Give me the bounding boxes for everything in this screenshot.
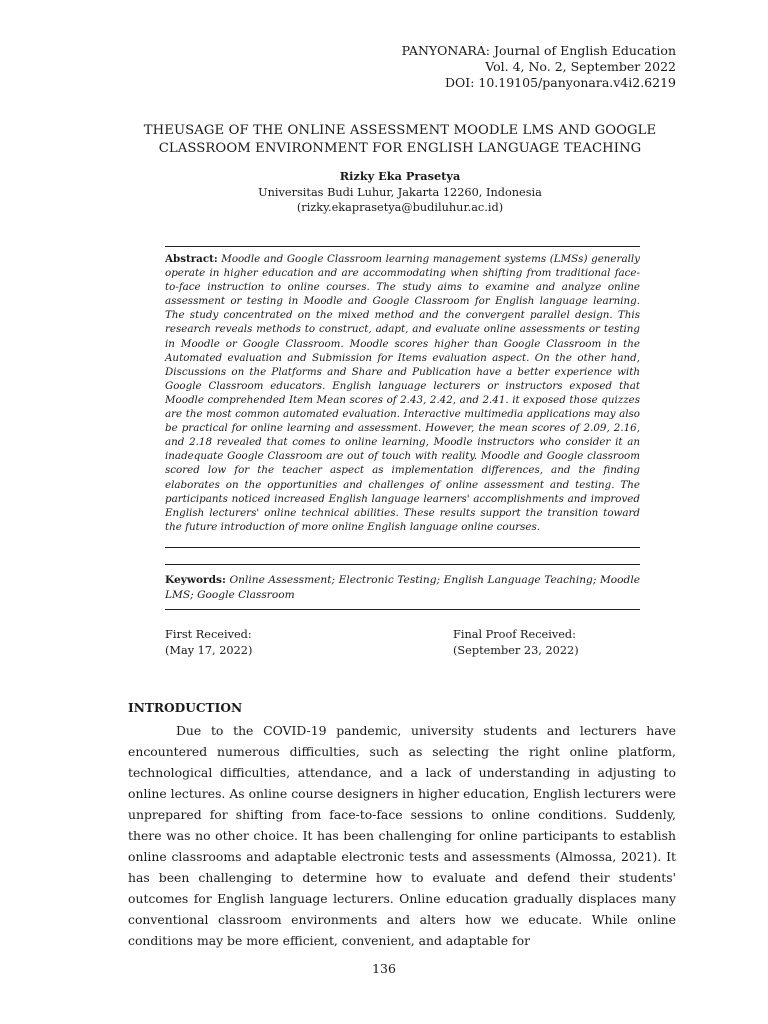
keywords-top-rule (165, 564, 640, 565)
journal-header (402, 43, 676, 91)
title-line-2: CLASSROOM ENVIRONMENT FOR ENGLISH LANGUAGE TEACHING (158, 141, 642, 156)
abstract-text: Moodle and Google Classroom learning management systems (LMSs) generally operate in higher education and are accommodating when shifting from traditional face-to-face instruction to online courses. The study aims to examine and analyze online assessment or testing in Moodle and Google Classroom for English language learning. The study concentrated on the mixed method and the convergent parallel design. This research reveals methods to construct, adapt, and evaluate online assessments or testing in Moodle or Google Classroom. Moodle scores higher than Google Classroom in the Automated evaluation and Submission for Items evaluation aspect. On the other hand, Discussions on the Platforms and Share and Publication have a better experience with Google Classroom educators. English language lecturers or instructors exposed that Moodle comprehended Item Mean scores of 2.43, 2.42, and 2.41. it exposed those quizzes are the most common automated evaluation. Interactive multimedia applications may also be practical for online learning and assessment. However, the mean scores of 2.09, 2.16, and 2.18 revealed that comes to online learning, Moodle instructors who consider it an inadequate Google Classroom are out of touch with reality. Moodle and Google classroom scored low for the teacher aspect as implementation differences, and the finding elaborates on the opportunities and challenges of online assessment and testing. The participants noticed increased English language learners' accomplishments and improved English lecturers' online technical abilities. These results support the transition toward the future introduction of more online English language online courses. (165, 253, 640, 533)
final-proof-label: Final Proof Received: (453, 628, 576, 641)
keywords-bottom-rule (165, 609, 640, 610)
author-email: (rizky.ekaprasetya@budiluhur.ac.id) (296, 201, 504, 214)
keywords-text: Online Assessment; Electronic Testing; English Language Teaching; Moodle LMS; Google Classroom (165, 574, 640, 601)
keywords (165, 573, 640, 602)
keywords-label: Keywords: (165, 574, 226, 586)
abstract-label: Abstract: (165, 253, 218, 265)
abstract-bottom-rule (165, 547, 640, 548)
abstract (165, 252, 640, 534)
author-name: Rizky Eka Prasetya (339, 169, 461, 183)
final-proof-date: (September 23, 2022) (453, 643, 579, 657)
author-affiliation: Universitas Budi Luhur, Jakarta 12260, Indonesia (258, 185, 542, 199)
first-received-label: First Received: (165, 628, 252, 641)
journal-volume: Vol. 4, No. 2, September 2022 (485, 59, 676, 74)
first-received (165, 627, 252, 658)
paper-title (110, 122, 690, 158)
journal-name: PANYONARA: Journal of English Education (401, 43, 676, 58)
abstract-top-rule (165, 246, 640, 247)
author-block (110, 169, 690, 216)
introduction-heading: INTRODUCTION (128, 701, 243, 715)
first-received-date: (May 17, 2022) (165, 643, 253, 657)
page-number: 136 (372, 961, 396, 976)
title-line-1: THEUSAGE OF THE ONLINE ASSESSMENT MOODLE LMS AND GOOGLE (143, 123, 657, 138)
final-proof-received (453, 627, 579, 658)
introduction-paragraph: Due to the COVID-19 pandemic, university students and lecturers have encountered numerous difficulties, such as selecting the right online platform, technological difficulties, attendance, and a lack of understanding in adjusting to online lectures. As online course designers in higher education, English lecturers were unprepared for shifting from face-to-face sessions to online conditions. Suddenly, there was no other choice. It has been challenging for online participants to establish online classrooms and adaptable electronic tests and assessments (Almossa, 2021). It has been challenging to determine how to evaluate and defend their students' outcomes for English language lecturers. Online education gradually displaces many conventional classroom environments and alters how we educate. While online conditions may be more efficient, convenient, and adaptable for (128, 723, 676, 948)
journal-doi: DOI: 10.19105/panyonara.v4i2.6219 (445, 75, 676, 90)
